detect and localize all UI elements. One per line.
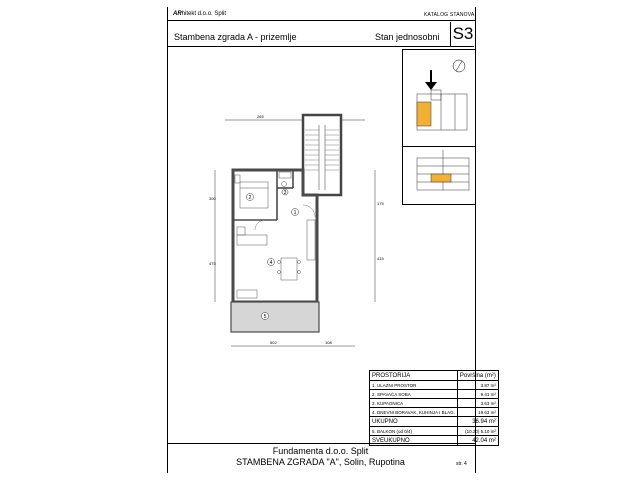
table-row: 1. ULAZNI PROSTOR 3.87 m²	[370, 381, 499, 390]
footer-divider	[167, 443, 475, 444]
building-title: Stambena zgrada A - prizemlje	[174, 32, 297, 42]
dim-bottom-right: 108	[325, 340, 332, 345]
dim-left-bottom: 475	[209, 261, 216, 266]
dim-right-top: 175	[377, 201, 384, 206]
catalog-label: KATALOG STANOVA	[424, 12, 475, 18]
footer-company: Fundamenta d.o.o. Split	[272, 446, 369, 456]
mini-section	[417, 150, 469, 190]
table-row: 5. BALKON (od 0/4) (10.20) 5.10 m²	[370, 427, 499, 436]
table-header-row	[370, 371, 499, 381]
unit-highlight-section	[431, 174, 451, 182]
living-furniture	[237, 220, 315, 298]
company-logo: ARhitekt d.o.o. Split	[173, 11, 227, 17]
room-number-4: 4	[269, 260, 273, 266]
header-divider	[167, 20, 475, 21]
room-number-1: 1	[293, 210, 297, 216]
room-number-3: 3	[283, 190, 287, 196]
unit-code: S3	[450, 22, 475, 46]
room-number-2: 2	[248, 195, 252, 201]
balcony	[231, 302, 319, 332]
total-row: SVEUKUPNO 42.04 m²	[370, 436, 499, 446]
room-number-5: 5	[263, 314, 267, 320]
dim-right-mid: 415	[377, 256, 384, 261]
table-row: 2. SPAVAĆA SOBA 9.41 m²	[370, 390, 499, 399]
table-header-name: PROSTORIJA	[370, 371, 458, 381]
dim-left-top: 300	[209, 196, 216, 201]
table-row: 4. DNEVNI BORAVAK, KUHINJA I BLAG. 19.63 m²	[370, 408, 499, 417]
areas-table	[369, 370, 499, 446]
dim-top-left: 265	[257, 114, 264, 119]
unit-highlight-plan	[417, 102, 431, 126]
apartment-walls	[233, 170, 317, 302]
bedroom-furniture	[235, 175, 268, 208]
bathroom-fixtures	[279, 172, 291, 187]
floor-plan	[195, 90, 395, 355]
page-number: str. 4	[456, 461, 467, 467]
unit-type: Stan jednosobni	[375, 32, 440, 42]
door-swings	[255, 205, 315, 230]
footer-project: STAMBENA ZGRADA "A", Solin, Rupotina	[236, 457, 405, 467]
location-arrow-icon	[425, 70, 437, 90]
subtotal-row: UKUPNO 36.94 m²	[370, 417, 499, 427]
north-arrow-icon	[453, 60, 465, 72]
location-diagrams	[403, 50, 474, 202]
table-header-value: Površina (m²)	[457, 371, 498, 381]
dim-bottom-main: 502	[270, 340, 277, 345]
table-row: 3. KUPAONICA 3.63 m²	[370, 399, 499, 408]
